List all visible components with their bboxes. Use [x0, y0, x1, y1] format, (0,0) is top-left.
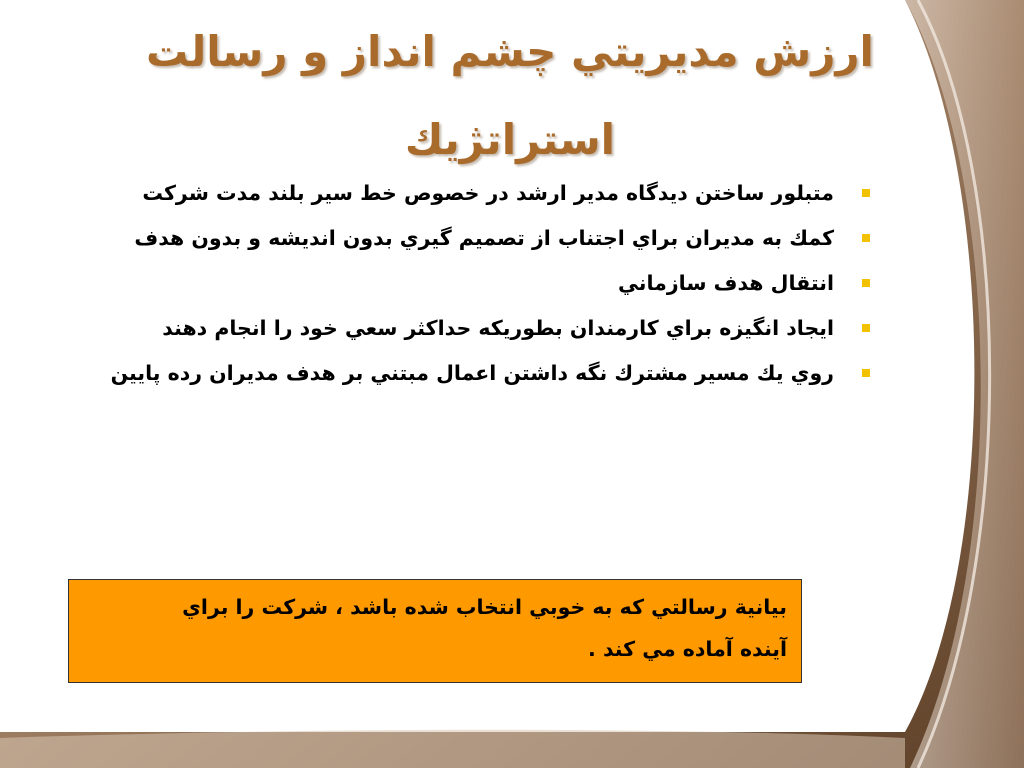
bullet-text: روي يك مسير مشترك نگه داشتن اعمال مبتني بر هدف مديران رده پايين	[110, 361, 834, 385]
bullet-item	[50, 176, 890, 211]
square-bullet-icon	[862, 324, 870, 332]
bullet-item	[50, 266, 890, 301]
bullet-text: انتقال هدف سازماني	[618, 271, 834, 295]
bullet-item	[50, 356, 890, 391]
bullet-item	[50, 311, 890, 346]
bullet-text: ايجاد انگيزه براي كارمندان بطوريكه حداكثر سعي خود را انجام دهند	[162, 316, 834, 340]
bullet-list	[50, 176, 890, 401]
square-bullet-icon	[862, 369, 870, 377]
slide-title: ارزش مديريتي چشم انداز و رسالت استراتژيك	[146, 27, 874, 164]
bullet-text: كمك به مديران براي اجتناب از تصميم گيري بدون انديشه و بدون هدف	[134, 226, 834, 250]
bullet-text: متبلور ساختن ديدگاه مدير ارشد در خصوص خط سير بلند مدت شركت	[142, 181, 834, 205]
callout-box	[68, 579, 802, 683]
square-bullet-icon	[862, 189, 870, 197]
square-bullet-icon	[862, 234, 870, 242]
callout-text: بيانية رسالتي كه به خوبي انتخاب شده باشد ، شركت را براي آينده آماده مي كند .	[182, 595, 787, 661]
bullet-item	[50, 221, 890, 256]
square-bullet-icon	[862, 279, 870, 287]
